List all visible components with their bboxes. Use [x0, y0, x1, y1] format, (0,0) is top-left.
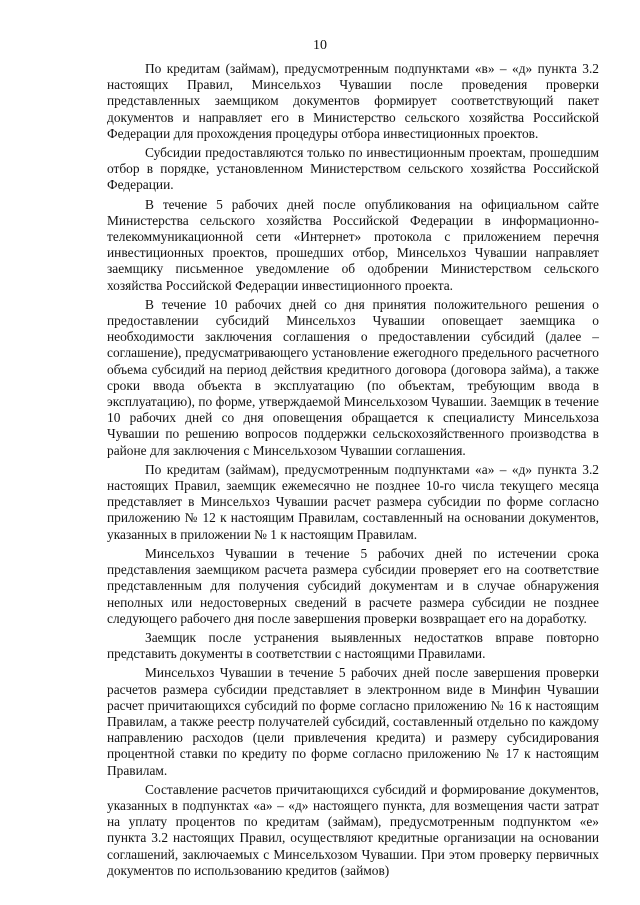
paragraph: В течение 10 рабочих дней со дня принятия положительного решения о предоставлении субсидий Минсельхоз Чувашии оповещает заемщика о необходимости заключения соглашения о предоставлении субсидий (далее – соглашение), предусматривающего установление ежегодного предельного расчетного объема субсидий на период действия кредитного договора (договора займа), а также сроки ввода объекта в эксплуатацию (по объектам, требующим ввода в эксплуатацию), по форме, утверждаемой Минсельхозом Чувашии. Заемщик в течение 10 рабочих дней со дня оповещения обращается к специалисту Минсельхоза Чувашии по решению вопросов поддержки сельскохозяйственного производства в районе для заключения с Минсельхозом Чувашии соглашения. — [107, 296, 599, 458]
paragraph: Заемщик после устранения выявленных недостатков вправе повторно представить документы в соответствии с настоящими Правилами. — [107, 629, 599, 662]
paragraph: По кредитам (займам), предусмотренным подпунктами «а» – «д» пункта 3.2 настоящих Правил, заемщик ежемесячно не позднее 10-го числа текущего месяца представляет в Минсельхоз Чувашии расчет размера субсидии по форме согласно приложению № 12 к настоящим Правилам, составленный на основании документов, указанных в приложении № 1 к настоящим Правилам. — [107, 461, 599, 542]
paragraph: Минсельхоз Чувашии в течение 5 рабочих дней по истечении срока представления заемщиком расчета размера субсидии проверяет его на соответствие представленным для получения субсидий документам и в случае обнаружения неполных или недостоверных сведений в расчете размера субсидии не позднее следующего рабочего дня после завершения проверки возвращает его на доработку. — [107, 545, 599, 626]
paragraph: Минсельхоз Чувашии в течение 5 рабочих дней после завершения проверки расчетов размера субсидии представляет в электронном виде в Минфин Чувашии расчет причитающихся субсидий по форме согласно приложению № 16 к настоящим Правилам, а также реестр получателей субсидий, составленный отдельно по каждому направлению расходов (цели привлечения кредита) и размеру субсидирования процентной ставки по кредиту по форме согласно приложению № 17 к настоящим Правилам. — [107, 665, 599, 778]
document-body — [107, 61, 599, 882]
paragraph: Составление расчетов причитающихся субсидий и формирование документов, указанных в подпунктах «а» – «д» настоящего пункта, для возмещения части затрат на уплату процентов по кредитам (займам), предусмотренным подпунктом «е» пункта 3.2 настоящих Правил, осуществляют кредитные организации на основании соглашений, заключаемых с Минсельхозом Чувашии. При этом проверку первичных документов по использованию кредитов (займов) — [107, 781, 599, 878]
paragraph: В течение 5 рабочих дней после опубликования на официальном сайте Министерства сельского хозяйства Российской Федерации в информационно-телекоммуникационной сети «Интернет» протокола с приложением перечня инвестиционных проектов, прошедших отбор, Минсельхоз Чувашии направляет заемщику письменное уведомление об одобрении Министерством сельского хозяйства Российской Федерации инвестиционного проекта. — [107, 196, 599, 293]
paragraph: По кредитам (займам), предусмотренным подпунктами «в» – «д» пункта 3.2 настоящих Правил, Минсельхоз Чувашии после проведения проверки представленных заемщиком документов формирует соответствующий пакет документов и направляет его в Министерство сельского хозяйства Российской Федерации для прохождения процедуры отбора инвестиционных проектов. — [107, 61, 599, 141]
page-number: 10 — [313, 38, 327, 53]
paragraph: Субсидии предоставляются только по инвестиционным проектам, прошедшим отбор в порядке, установленном Министерством сельского хозяйства Российской Федерации. — [107, 145, 599, 193]
